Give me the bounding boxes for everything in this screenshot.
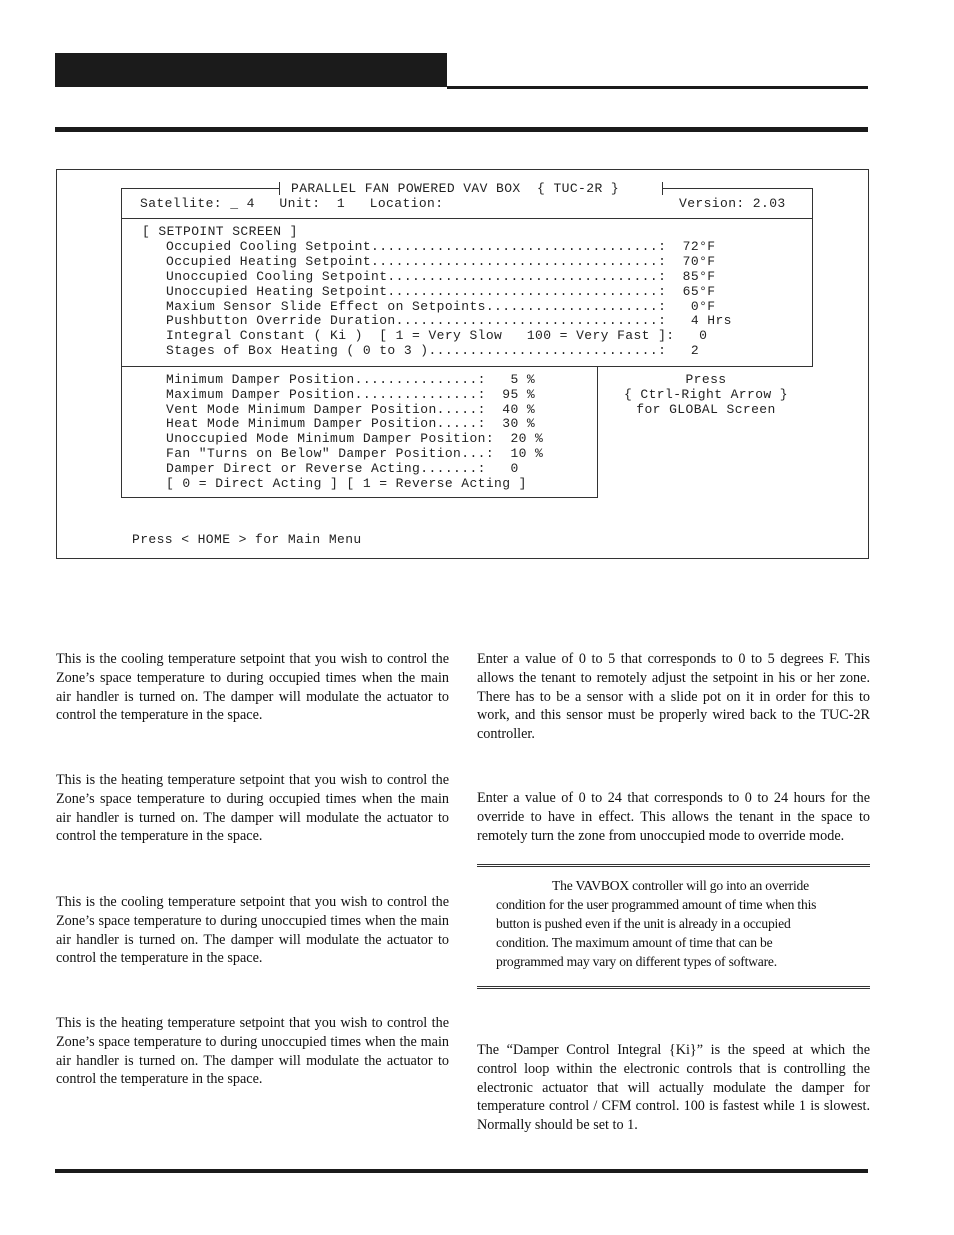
damper-line[interactable]: Unoccupied Mode Minimum Damper Position: 20 % (166, 431, 544, 446)
setpoint-line[interactable]: Maxium Sensor Slide Effect on Setpoints.....................: 0°F (166, 299, 716, 314)
damper-line[interactable]: Fan "Turns on Below" Damper Position...: 10 % (166, 446, 544, 461)
damper-line[interactable]: Maximum Damper Position...............: 95 % (166, 387, 536, 402)
occupied-cooling-description: This is the cooling temperature setpoint that you wish to control the Zone’s space temperature to during occupied times when the main air handler is turned on. The damper will modulate the actuator to control the temperature in the space. (56, 651, 449, 724)
setpoint-line[interactable]: Occupied Cooling Setpoint...................................: 72°F (166, 239, 716, 254)
setpoint-line[interactable]: Stages of Box Heating ( 0 to 3 )............................: 2 (166, 343, 700, 358)
setpoint-line[interactable]: Integral Constant ( Ki ) [ 1 = Very Slow 100 = Very Fast ]: 0 (166, 328, 708, 343)
home-menu-hint: Press < HOME > for Main Menu (132, 532, 362, 547)
setpoint-line[interactable]: Pushbutton Override Duration................................: 4 Hrs (166, 313, 732, 328)
terminal-title: PARALLEL FAN POWERED VAV BOX { TUC-2R } (291, 181, 620, 196)
occupied-heating-description: This is the heating temperature setpoint that you wish to control the Zone’s space temperature to during occupied times when the main air handler is turned on. The damper will modulate the actuator to control the temperature in the space. (56, 772, 449, 845)
note-rule-bottom (477, 986, 870, 989)
footer-rule (55, 1169, 868, 1173)
override-note: The VAVBOX controller will go into an override condition for the user programmed amount of time when this button is pushed even if the unit is already in a occupied condition. The maximum amount of time that can be programmed may vary on different types of software. (496, 878, 817, 969)
unoccupied-cooling-description: This is the cooling temperature setpoint that you wish to control the Zone’s space temperature to during unoccupied times when the main air handler is turned on. The damper will modulate the actuator to control the temperature in the space. (56, 894, 449, 967)
damper-line[interactable]: Damper Direct or Reverse Acting.......: 0 (166, 461, 519, 476)
header-divider (55, 127, 868, 132)
global-hint-target: for GLOBAL Screen (636, 402, 776, 417)
header-rule (447, 86, 868, 89)
setpoint-line[interactable]: Unoccupied Cooling Setpoint.................................: 85°F (166, 269, 716, 284)
setpoint-line[interactable]: Occupied Heating Setpoint...................................: 70°F (166, 254, 716, 269)
damper-line[interactable]: Minimum Damper Position...............: 5 % (166, 372, 536, 387)
setpoint-line[interactable]: Unoccupied Heating Setpoint.................................: 65°F (166, 284, 716, 299)
global-hint-keys: { Ctrl-Right Arrow } (623, 387, 789, 402)
damper-line[interactable]: Vent Mode Minimum Damper Position.....: 40 % (166, 402, 536, 417)
unoccupied-heating-description: This is the heating temperature setpoint that you wish to control the Zone’s space temperature to during unoccupied times when the main air handler is turned on. The damper will modulate the actuator to control the temperature in the space. (56, 1015, 449, 1088)
global-hint-press: Press (685, 372, 727, 387)
setpoint-screen-header: [ SETPOINT SCREEN ] (142, 224, 298, 239)
damper-acting-legend: [ 0 = Direct Acting ] [ 1 = Reverse Acting ] (166, 476, 527, 491)
override-duration-description: Enter a value of 0 to 24 that corresponds to 0 to 24 hours for the override to have in effect. This allows the tenant in the space to remotely turn the zone from unoccupied mode to override mode. (477, 790, 870, 844)
note-rule-top (477, 864, 870, 867)
integral-constant-description: The “Damper Control Integral {Ki}” is the speed at which the control loop within the electronic controls that is controlling the electronic actuator that will actually modulate the damper for temperature control / CFM control. 100 is fastest while 1 is slowest. Normally should be set to 1. (477, 1042, 870, 1134)
header-bar (55, 53, 447, 87)
version-info: Version: 2.03 (679, 196, 786, 211)
damper-line[interactable]: Heat Mode Minimum Damper Position.....: 30 % (166, 416, 536, 431)
satellite-info: Satellite: _ 4 Unit: 1 Location: (140, 196, 444, 211)
slide-effect-description: Enter a value of 0 to 5 that corresponds to 0 to 5 degrees F. This allows the tenant to remotely adjust the setpoint in his or her zone. There has to be a sensor with a slide pot on it in order for this to work, and this sensor must be properly wired back to the TUC-2R controller. (477, 651, 870, 743)
